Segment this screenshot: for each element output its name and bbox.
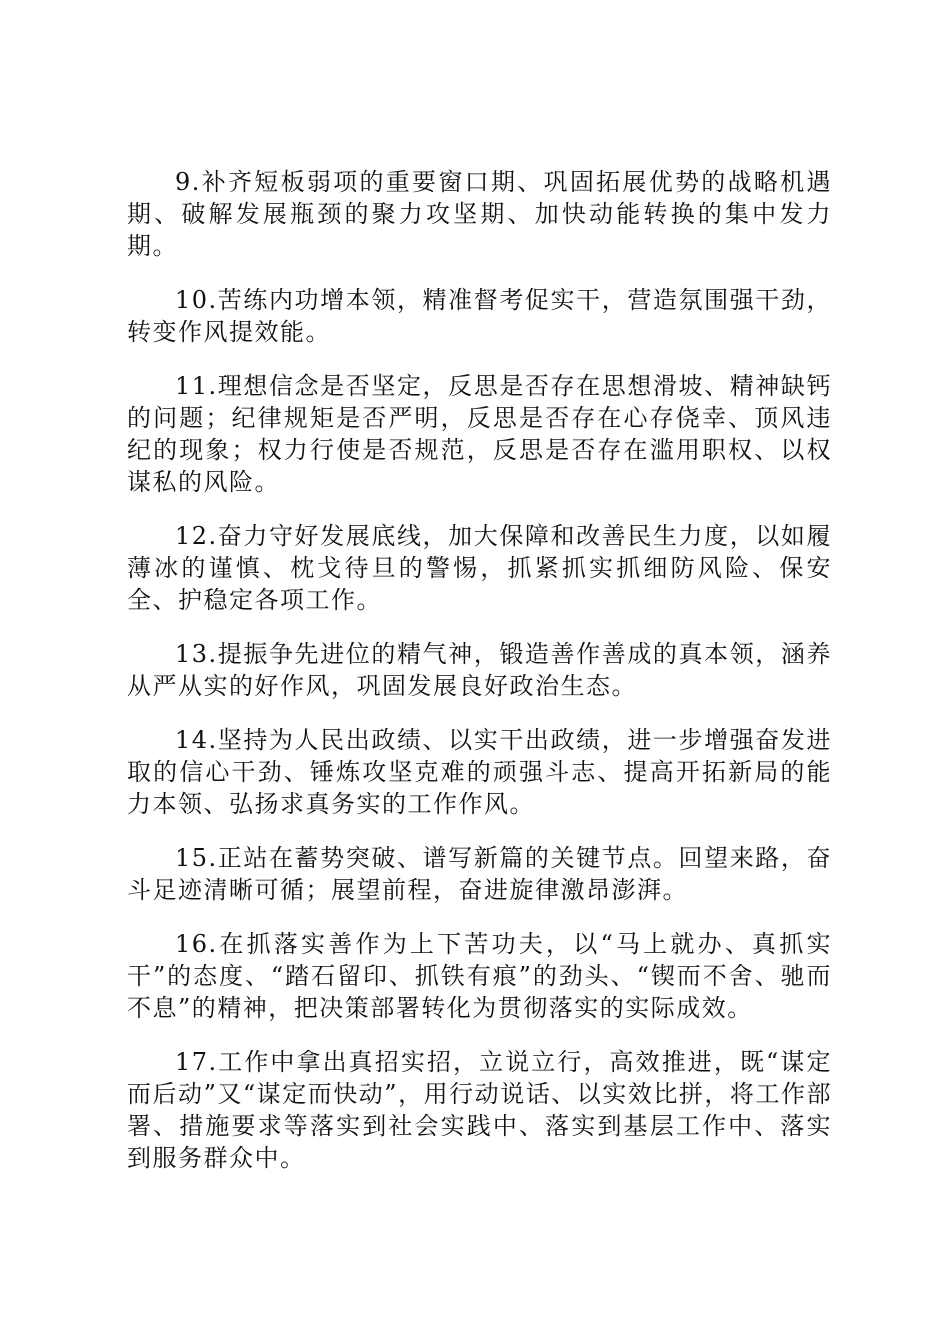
paragraph-10: 10.苦练内功增本领，精准督考促实干，营造氛围强干劲，转变作风提效能。 [127,286,832,346]
paragraph-15: 15.正站在蓄势突破、谱写新篇的关键节点。回望来路，奋斗足迹清晰可循；展望前程，奋进旋律激昂澎湃。 [127,844,832,904]
document-body [127,166,832,1196]
paragraph-14: 14.坚持为人民出政绩、以实干出政绩，进一步增强奋发进取的信心干劲、锤炼攻坚克难的顽强斗志、提高开拓新局的能力本领、弘扬求真务实的工作作风。 [127,726,832,818]
paragraph-11: 11.理想信念是否坚定，反思是否存在思想滑坡、精神缺钙的问题；纪律规矩是否严明，反思是否存在心存侥幸、顶风违纪的现象；权力行使是否规范，反思是否存在滥用职权、以权谋私的风险。 [127,372,832,496]
paragraph-12: 12.奋力守好发展底线，加大保障和改善民生力度，以如履薄冰的谨慎、枕戈待旦的警惕，抓紧抓实抓细防风险、保安全、护稳定各项工作。 [127,522,832,614]
paragraph-13: 13.提振争先进位的精气神，锻造善作善成的真本领，涵养从严从实的好作风，巩固发展良好政治生态。 [127,640,832,700]
paragraph-9: 9.补齐短板弱项的重要窗口期、巩固拓展优势的战略机遇期、破解发展瓶颈的聚力攻坚期、加快动能转换的集中发力期。 [127,168,832,260]
paragraph-16: 16.在抓落实善作为上下苦功夫，以“马上就办、真抓实干”的态度、“踏石留印、抓铁有痕”的劲头、“锲而不舍、驰而不息”的精神，把决策部署转化为贯彻落实的实际成效。 [127,930,832,1022]
paragraph-17: 17.工作中拿出真招实招，立说立行，高效推进，既“谋定而后动”又“谋定而快动”，用行动说话、以实效比拼，将工作部署、措施要求等落实到社会实践中、落实到基层工作中、落实到服务群众中。 [127,1048,832,1172]
